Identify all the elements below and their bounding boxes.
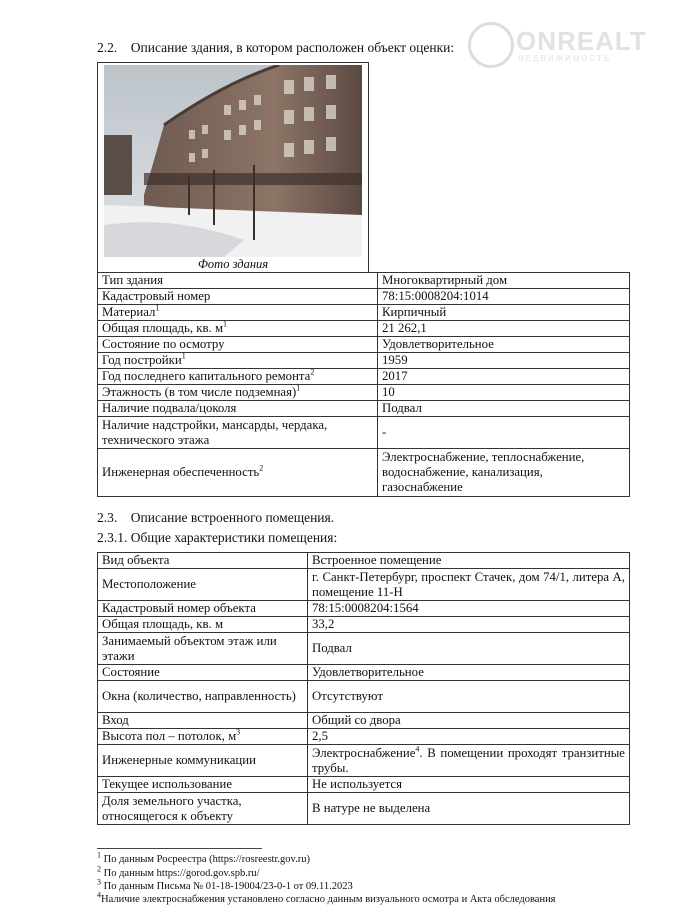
table-row xyxy=(98,401,630,417)
row-label: Общая площадь, кв. м xyxy=(102,321,224,335)
row-value-cell xyxy=(378,369,630,385)
table-row xyxy=(98,633,630,665)
footnote-marker: 1 xyxy=(155,303,160,313)
row-value: г. Санкт-Петербург, проспект Стачек, дом 74/1, литера А, помещение 11-Н xyxy=(312,569,625,599)
row-value: 2,5 xyxy=(312,729,328,743)
row-value-cell xyxy=(308,729,630,745)
row-label-cell xyxy=(98,745,308,777)
table-row xyxy=(98,449,630,497)
building-photo xyxy=(104,65,362,257)
row-value-cell xyxy=(378,305,630,321)
row-label-cell xyxy=(98,777,308,793)
row-value: 10 xyxy=(382,385,395,399)
row-label-cell xyxy=(98,601,308,617)
row-value-cell xyxy=(308,793,630,825)
table-row xyxy=(98,385,630,401)
row-value: Не используется xyxy=(312,777,402,791)
row-label: Инженерные коммуникации xyxy=(102,753,256,767)
row-label-cell xyxy=(98,729,308,745)
table-row xyxy=(98,681,630,713)
row-label: Год постройки xyxy=(102,353,182,367)
row-value-cell xyxy=(308,713,630,729)
row-value: Электроснабжение xyxy=(312,745,416,760)
table-row xyxy=(98,353,630,369)
premises-characteristics-table xyxy=(97,552,630,825)
photo-caption: Фото здания xyxy=(197,257,269,271)
building-photo-frame xyxy=(97,62,369,272)
footnote-marker: 1 xyxy=(181,351,186,361)
row-label: Вид объекта xyxy=(102,553,170,567)
row-label-cell xyxy=(98,553,308,569)
footnote-number: 2 xyxy=(97,864,101,874)
footnote-text: По данным https://gorod.gov.spb.ru/ xyxy=(101,868,260,879)
row-value: 1959 xyxy=(382,353,408,367)
row-value-cell xyxy=(378,385,630,401)
table-row xyxy=(98,601,630,617)
row-label-cell xyxy=(98,273,378,289)
row-label-cell xyxy=(98,665,308,681)
row-label: Тип здания xyxy=(102,273,163,287)
table-row xyxy=(98,553,630,569)
footnote-number: 4 xyxy=(97,890,101,900)
table-row xyxy=(98,777,630,793)
footnote-marker: 3 xyxy=(236,727,241,737)
table-row xyxy=(98,321,630,337)
row-value-cell xyxy=(378,353,630,369)
footnote-number: 1 xyxy=(97,850,101,860)
row-value-cell xyxy=(378,417,630,449)
row-value: Удовлетворительное xyxy=(312,665,424,679)
row-value: 33,2 xyxy=(312,617,335,631)
footnote-marker: 1 xyxy=(223,319,228,329)
row-label: Материал xyxy=(102,305,156,319)
row-value-cell xyxy=(308,681,630,713)
row-value-rest: . В помещении проходят транзитные трубы. xyxy=(312,745,625,775)
row-value: Подвал xyxy=(312,641,352,655)
table-row xyxy=(98,305,630,321)
footnote-text: По данным Письма № 01-18-19004/23-0-1 от 09.11.2023 xyxy=(101,881,353,892)
footnote-text: Наличие электроснабжения установлено согласно данным визуального осмотра и Акта обследования xyxy=(101,894,556,905)
row-label-cell xyxy=(98,369,378,385)
watermark-house-icon xyxy=(468,22,514,68)
row-label: Общая площадь, кв. м xyxy=(102,617,224,631)
row-value: Подвал xyxy=(382,401,422,415)
row-value-cell xyxy=(308,569,630,601)
row-value-cell xyxy=(308,665,630,681)
table-row xyxy=(98,569,630,601)
row-label: Доля земельного участка, относящегося к объекту xyxy=(102,793,242,823)
row-label-cell xyxy=(98,321,378,337)
table-row xyxy=(98,729,630,745)
watermark-logo xyxy=(468,22,664,68)
footnote-divider xyxy=(97,848,262,849)
table-row xyxy=(98,289,630,305)
footnote xyxy=(97,877,353,892)
watermark-brand: ONREALT xyxy=(516,26,647,56)
section-2-3-heading: 2.3. Описание встроенного помещения. xyxy=(97,510,335,525)
row-value-cell xyxy=(378,289,630,305)
row-label-cell xyxy=(98,681,308,713)
row-label-cell xyxy=(98,289,378,305)
row-value-cell xyxy=(308,633,630,665)
row-label: Местоположение xyxy=(102,577,196,591)
row-value-cell xyxy=(308,617,630,633)
row-label: Занимаемый объектом этаж или этажи xyxy=(102,633,277,663)
table-row xyxy=(98,665,630,681)
row-label-cell xyxy=(98,449,378,497)
row-value: Отсутствуют xyxy=(312,689,383,703)
row-label: Год последнего капитального ремонта xyxy=(102,369,311,383)
footnote xyxy=(97,890,556,905)
row-label-cell xyxy=(98,417,378,449)
footnote-marker: 4 xyxy=(415,744,420,754)
footnote-marker: 2 xyxy=(310,367,315,377)
row-label-cell xyxy=(98,633,308,665)
row-label: Текущее использование xyxy=(102,777,232,791)
row-label: Высота пол – потолок, м xyxy=(102,729,237,743)
footnote xyxy=(97,864,260,879)
row-label-cell xyxy=(98,713,308,729)
row-value-cell xyxy=(308,745,630,777)
table-row xyxy=(98,617,630,633)
row-value: Общий со двора xyxy=(312,713,401,727)
row-label: Инженерная обеспеченность xyxy=(102,465,260,479)
row-label-cell xyxy=(98,569,308,601)
building-description-table xyxy=(97,272,630,497)
row-label-cell xyxy=(98,617,308,633)
row-label-cell xyxy=(98,353,378,369)
row-value: - xyxy=(382,425,387,439)
row-value: 2017 xyxy=(382,369,408,383)
footnote-marker: 1 xyxy=(296,383,301,393)
row-label-cell xyxy=(98,337,378,353)
row-value-cell xyxy=(378,321,630,337)
row-value: 21 262,1 xyxy=(382,321,427,335)
row-value-cell xyxy=(378,273,630,289)
table-row xyxy=(98,713,630,729)
table-row xyxy=(98,417,630,449)
row-label: Вход xyxy=(102,713,129,727)
row-label-cell xyxy=(98,793,308,825)
row-label-cell xyxy=(98,305,378,321)
row-value: Электроснабжение, теплоснабжение, водоснабжение, канализация, газоснабжение xyxy=(382,450,585,494)
row-label: Наличие подвала/цоколя xyxy=(102,401,237,415)
table-row xyxy=(98,793,630,825)
row-value-cell xyxy=(308,553,630,569)
row-label: Кадастровый номер xyxy=(102,289,211,303)
row-label: Состояние xyxy=(102,665,160,679)
table-row xyxy=(98,273,630,289)
row-value-cell xyxy=(378,337,630,353)
row-label: Состояние по осмотру xyxy=(102,337,225,351)
row-value-cell xyxy=(378,401,630,417)
table-row xyxy=(98,337,630,353)
row-value: Многоквартирный дом xyxy=(382,273,508,287)
watermark-subtitle: НЕДВИЖИМОСТЬ xyxy=(518,54,612,63)
row-value-cell xyxy=(308,601,630,617)
row-value: Удовлетворительное xyxy=(382,337,494,351)
row-label: Наличие надстройки, мансарды, чердака, технического этажа xyxy=(102,417,328,447)
section-2-2-heading: 2.2. Описание здания, в котором расположен объект оценки: xyxy=(97,40,455,55)
row-label-cell xyxy=(98,401,378,417)
row-value-cell xyxy=(378,449,630,497)
footnote xyxy=(97,850,310,865)
row-label: Этажность (в том числе подземная) xyxy=(102,385,297,399)
row-label: Окна (количество, направленность) xyxy=(102,689,296,703)
section-2-3-1-heading: 2.3.1. Общие характеристики помещения: xyxy=(97,530,338,545)
row-value: В натуре не выделена xyxy=(312,801,431,815)
row-label-cell xyxy=(98,385,378,401)
footnote-marker: 2 xyxy=(259,463,264,473)
row-value: 78:15:0008204:1564 xyxy=(312,601,419,615)
row-value: 78:15:0008204:1014 xyxy=(382,289,489,303)
row-value: Кирпичный xyxy=(382,305,447,319)
row-value-cell xyxy=(308,777,630,793)
row-label: Кадастровый номер объекта xyxy=(102,601,256,615)
footnote-text: По данным Росреестра (https://rosreestr.gov.ru) xyxy=(101,854,310,865)
footnote-number: 3 xyxy=(97,877,101,887)
row-value: Встроенное помещение xyxy=(312,553,442,567)
table-row xyxy=(98,369,630,385)
table-row xyxy=(98,745,630,777)
